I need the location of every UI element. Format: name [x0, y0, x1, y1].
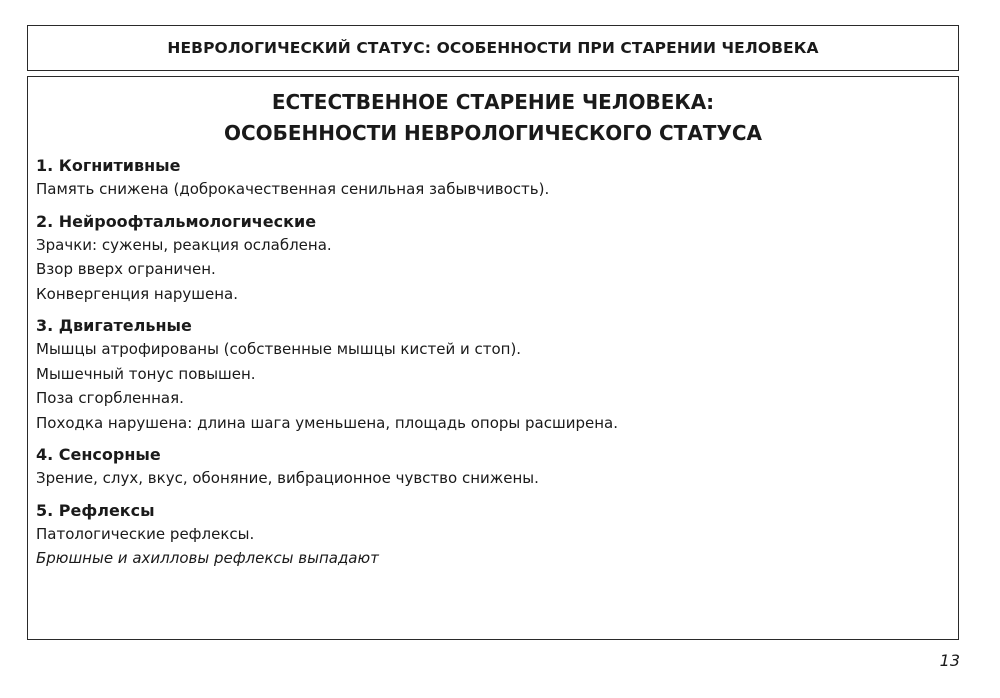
section-line: Поза сгорбленная.: [36, 389, 184, 407]
section-line: Зрачки: сужены, реакция ослаблена.: [36, 235, 332, 254]
section-neuroophthalmological: [36, 210, 948, 307]
section-heading: 2. Нейроофтальмологические: [36, 211, 317, 231]
section-sensory: [36, 443, 948, 491]
section-heading: 5. Рефлексы: [36, 500, 155, 520]
section-motor: [36, 314, 948, 435]
main-title-line-2: ОСОБЕННОСТИ НЕВРОЛОГИЧЕСКОГО СТАТУСА: [223, 121, 763, 145]
section-line: Патологические рефлексы.: [36, 524, 255, 543]
section-line: Конвергенция нарушена.: [36, 284, 239, 303]
section-reflexes: [36, 499, 948, 571]
section-heading: 4. Сенсорные: [36, 445, 161, 464]
section-line: Брюшные и ахилловы рефлексы выпадают: [36, 549, 379, 567]
section-line: Мышцы атрофированы (собственные мышцы кистей и стоп).: [36, 340, 522, 358]
header-box: [27, 25, 959, 71]
section-heading: 1. Когнитивные: [36, 156, 181, 175]
section-heading: 3. Двигательные: [36, 316, 192, 335]
section-line: Мышечный тонус повышен.: [36, 364, 256, 383]
section-line: Походка нарушена: длина шага уменьшена, площадь опоры расширена.: [36, 413, 618, 432]
main-title: [28, 87, 958, 149]
content-box: [27, 76, 959, 640]
main-title-line-1: ЕСТЕСТВЕННОЕ СТАРЕНИЕ ЧЕЛОВЕКА:: [271, 90, 715, 114]
section-line: Память снижена (доброкачественная сенильная забывчивость).: [36, 180, 550, 198]
page-number: 13: [939, 651, 960, 670]
section-cognitive: [36, 154, 948, 202]
section-line: Зрение, слух, вкус, обоняние, вибрационное чувство снижены.: [36, 469, 539, 487]
section-line: Взор вверх ограничен.: [36, 260, 216, 278]
header-title: НЕВРОЛОГИЧЕСКИЙ СТАТУС: ОСОБЕННОСТИ ПРИ СТАРЕНИИ ЧЕЛОВЕКА: [167, 39, 819, 57]
sections-list: [36, 154, 948, 579]
